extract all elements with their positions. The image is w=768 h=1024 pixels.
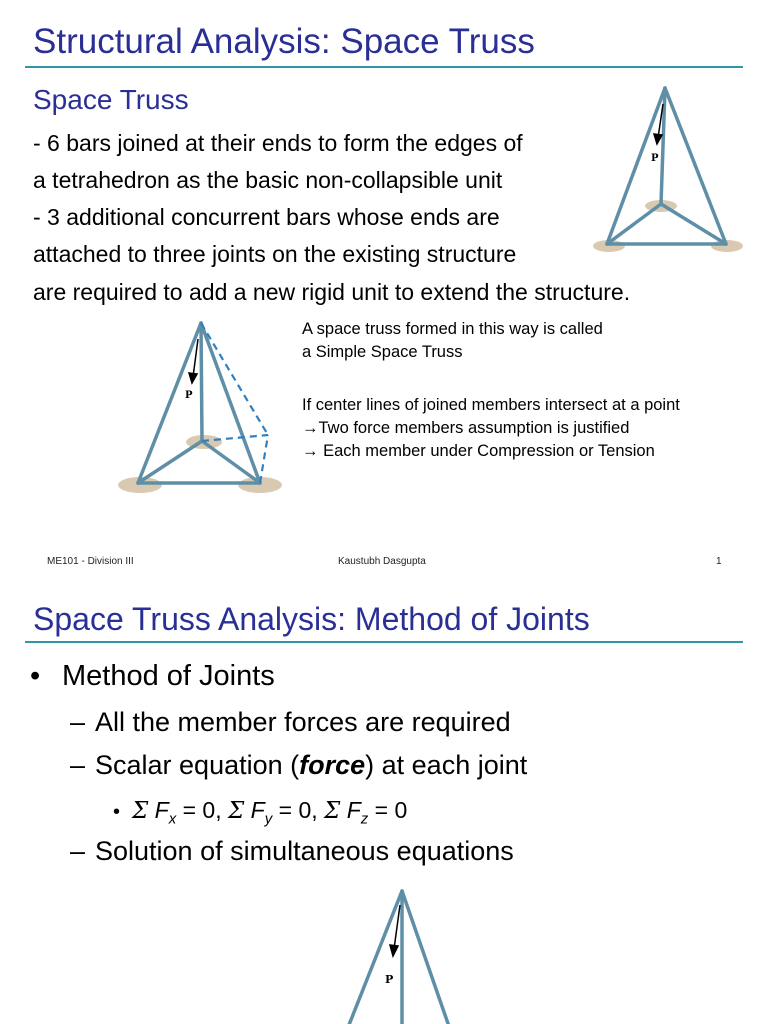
truss-member xyxy=(345,891,402,1024)
force-arrowhead xyxy=(189,373,197,383)
slide1-line-3: - 3 additional concurrent bars whose ends are xyxy=(33,204,500,230)
subscript-y: y xyxy=(264,810,273,828)
dash-marker: – xyxy=(70,707,86,737)
truss-member xyxy=(201,323,202,441)
force-symbol: F xyxy=(154,797,169,823)
slide1-title-rule xyxy=(25,66,743,68)
sub-item-1 xyxy=(70,707,511,738)
slide1-line-5: are required to add a new rigid unit to extend the structure. xyxy=(33,279,631,305)
dash-marker: – xyxy=(70,836,86,866)
force-symbol: F xyxy=(346,797,361,823)
truss-member xyxy=(201,323,260,483)
truss-member xyxy=(402,891,452,1024)
sub-item-3 xyxy=(70,836,514,867)
sub-item-text: All the member forces are required xyxy=(95,707,511,737)
slide2-title: Space Truss Analysis: Method of Joints xyxy=(33,601,590,637)
force-label: P xyxy=(385,973,394,986)
slide1-title: Structural Analysis: Space Truss xyxy=(33,22,535,61)
footer-course: ME101 - Division III xyxy=(47,556,134,567)
sigma-symbol: Σ xyxy=(228,798,245,824)
slide2-title-rule xyxy=(25,641,743,643)
truss-member xyxy=(138,323,201,483)
subscript-z: z xyxy=(360,810,369,828)
bullet-text: Method of Joints xyxy=(62,660,275,692)
simple-space-truss-figure xyxy=(118,315,288,500)
force-arrowhead xyxy=(654,134,662,144)
scalar-suffix: ) at each joint xyxy=(365,750,528,780)
note-line-1: A space truss formed in this way is called xyxy=(302,320,603,338)
subscript-x: x xyxy=(168,810,177,828)
slide1-line-4: attached to three joints on the existing structure xyxy=(33,241,517,267)
truss-member xyxy=(665,88,726,244)
note-line-5: → Each member under Compression or Tension xyxy=(302,442,655,460)
bullet-dot: • xyxy=(30,660,41,692)
force-arrowhead xyxy=(390,945,398,956)
truss-member xyxy=(661,204,726,244)
footer-author: Kaustubh Dasgupta xyxy=(338,556,426,567)
scalar-prefix: Scalar equation ( xyxy=(95,750,300,780)
tetrahedron-figure xyxy=(595,80,755,265)
note-line-3: If center lines of joined members intersect at a point xyxy=(302,396,680,414)
bullet-method-of-joints xyxy=(30,660,275,693)
bullet-dot: • xyxy=(113,801,121,823)
dash-marker: – xyxy=(70,750,86,780)
equals-zero: = 0, xyxy=(272,797,325,823)
scalar-force: force xyxy=(299,750,366,780)
note-line-4: →Two force members assumption is justified xyxy=(302,419,630,437)
sub-item-text: Solution of simultaneous equations xyxy=(95,836,514,866)
sigma-symbol: Σ xyxy=(132,798,149,824)
dashed-member xyxy=(260,435,268,483)
equilibrium-equation xyxy=(113,797,407,828)
force-label: P xyxy=(651,153,659,164)
slide1-line-1: - 6 bars joined at their ends to form the edges of xyxy=(33,130,523,156)
note-line-2: a Simple Space Truss xyxy=(302,343,463,361)
force-label: P xyxy=(185,390,193,401)
sub-item-2 xyxy=(70,750,527,781)
slide1-subtitle: Space Truss xyxy=(33,84,189,115)
equals-zero: = 0 xyxy=(368,797,408,823)
sigma-symbol: Σ xyxy=(324,798,341,824)
equals-zero: = 0, xyxy=(176,797,229,823)
force-symbol: F xyxy=(250,797,265,823)
slide1-line-2: a tetrahedron as the basic non-collapsible unit xyxy=(33,167,503,193)
footer-page-number: 1 xyxy=(716,556,722,567)
method-of-joints-truss-figure xyxy=(340,885,450,1024)
